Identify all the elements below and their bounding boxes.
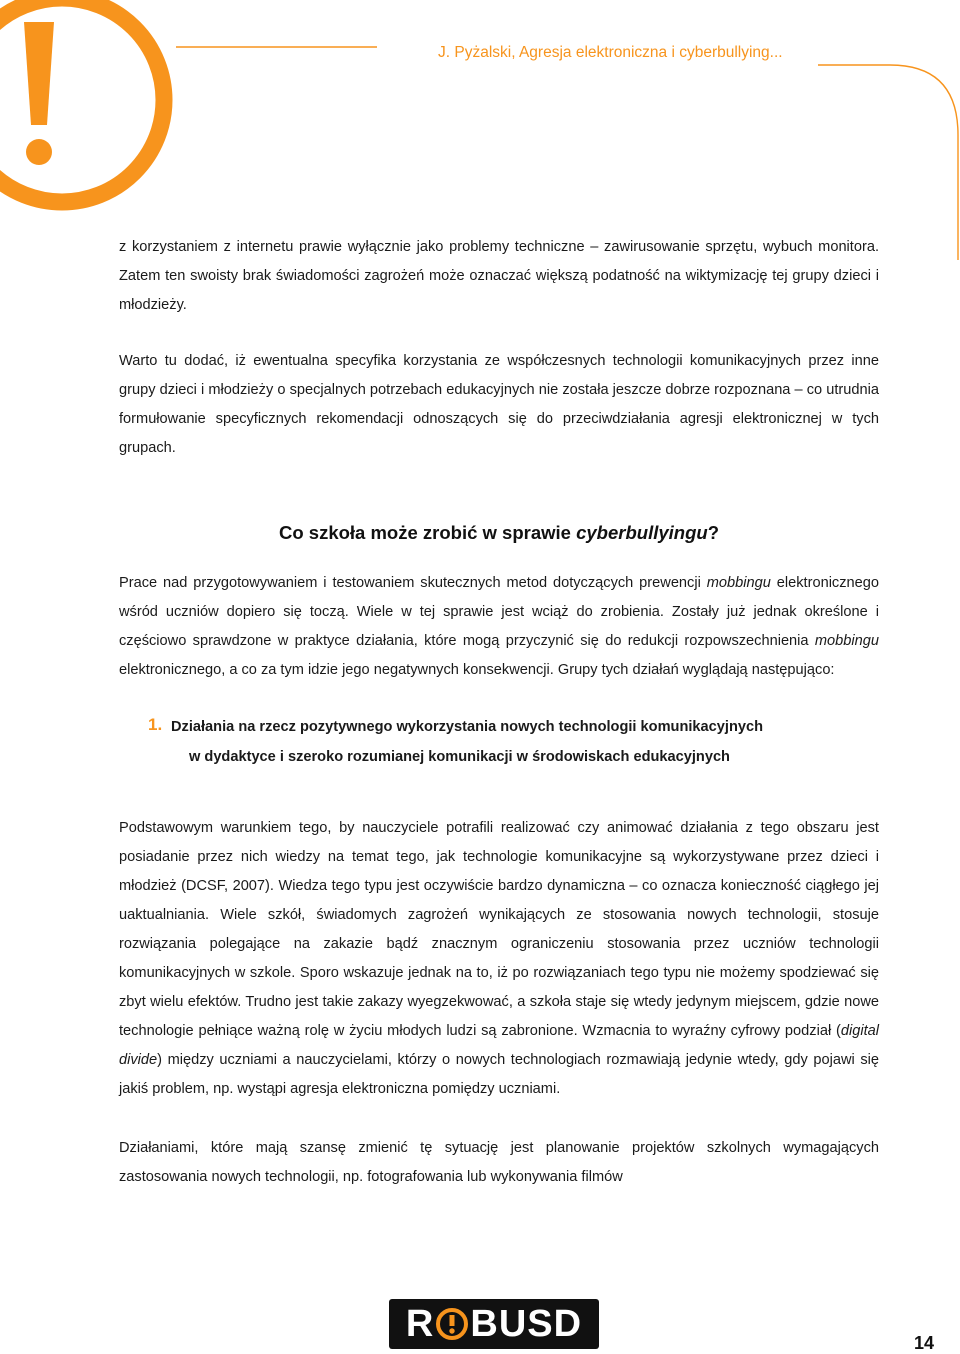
text-run: Podstawowym warunkiem tego, by nauczyciele potrafili realizować czy animować działania z tego obszaru jest posiadanie przez nich wiedzy na temat tego, jak technologie komunikacyjne są wykorzystywane przez dzieci i młodzież (DCSF, 2007). Wiedza tego typu jest oczywiście bardzo dynamiczna – co oznacza konieczność ciągłego jej uaktualniania. Wiele szkół, świadomych zagrożeń wynikających ze stosowania nowych technologii, stosuje rozwiązania polegające na zakazie bądź znacznym ograniczeniu stosowania przez uczniów technologii komunikacyjnych w szkole. Sporo wskazuje jednak na to, iż po rozwiązaniach tego typu nie możemy spodziewać się zbyt wielu efektów. Trudno jest takie zakazy wyegzekwować, a szkoła staje się wtedy jedynym miejscem, gdzie nowe technologie pełniące ważną rolę w życiu młodych ludzi są zabronione. Wzmacnia to wyraźny cyfrowy podział ( [119, 820, 879, 1039]
list-number: 1. [148, 715, 163, 734]
page-number: 14 [914, 1333, 935, 1353]
heading-italic-term: cyberbullyingu [576, 522, 708, 543]
italic-term: mobbingu [706, 575, 771, 591]
heading-text: Co szkoła może zrobić w sprawie [278, 522, 577, 543]
subheading-line-1: Działania na rzecz pozytywnego wykorzystania nowych technologii komunikacyjnych [171, 719, 764, 735]
section-heading [119, 522, 879, 544]
robusd-logo [389, 1299, 599, 1349]
header-frame-curve [818, 65, 958, 260]
paragraph-prevention [119, 569, 879, 685]
paragraph-special-needs: Warto tu dodać, iż ewentualna specyfika korzystania ze współczesnych technologii komunikacyjnych przez inne grupy dzieci i młodzieży o specjalnych potrzebach edukacyjnych nie została jeszcze dobrze rozpoznana – co utrudnia formułowanie specyficznych rekomendacji odnoszących się do przeciwdziałania agresji elektronicznej w tych grupach. [119, 353, 879, 456]
text-run: Prace nad przygotowywaniem i testowaniem skutecznych metod dotyczących prewencji [119, 575, 707, 591]
text-run: ) między uczniami a nauczycielami, którzy o nowych technologiach rozmawiają jedynie wtedy, gdy pojawi się jakiś problem, np. wystąpi agresja elektroniczna pomiędzy uczniami. [119, 1052, 879, 1097]
paragraph-intro: z korzystaniem z internetu prawie wyłącznie jako problemy techniczne – zawirusowanie sprzętu, wybuch monitora. Zatem ten swoisty brak świadomości zagrożeń może oznaczać większą podatność na wiktymizację tej grupy dzieci i młodzieży. [119, 239, 879, 313]
paragraph-school-projects: Działaniami, które mają szansę zmienić tę sytuację jest planowanie projektów szkolnych wymagających zastosowania nowych technologii, np. fotografowania lub wykonywania filmów [119, 1140, 879, 1185]
logo-letter-r: R [405, 1302, 435, 1345]
exclamation-mark-icon [435, 1307, 469, 1341]
logo-text-busd: BUSD [470, 1302, 583, 1345]
italic-term: mobbingu [814, 633, 879, 649]
paragraph-basic-condition [119, 814, 879, 1104]
text-run: elektronicznego, a co za tym idzie jego negatywnych konsekwencji. Grupy tych działań wyglądają następująco: [119, 662, 835, 678]
exclamation-mark-icon [0, 0, 164, 202]
header-decoration [0, 0, 960, 260]
italic-term: digital divide [119, 1023, 879, 1068]
header-title: J. Pyżalski, Agresja elektroniczna i cyberbullying... [438, 44, 783, 61]
subheading-line-2: w dydaktyce i szeroko rozumianej komunikacji w środowiskach edukacyjnych [189, 749, 730, 765]
text-run: elektronicznego wśród uczniów dopiero się toczą. Wiele w tej sprawie jest wciąż do zrobienia. Zostały już jednak określone i częściowo sprawdzone w praktyce działania, które mogą przyczynić się do redukcji rozpowszechnienia [119, 575, 879, 649]
heading-question-mark: ? [707, 522, 719, 543]
document-body [119, 233, 879, 1192]
numbered-subheading [119, 712, 879, 772]
